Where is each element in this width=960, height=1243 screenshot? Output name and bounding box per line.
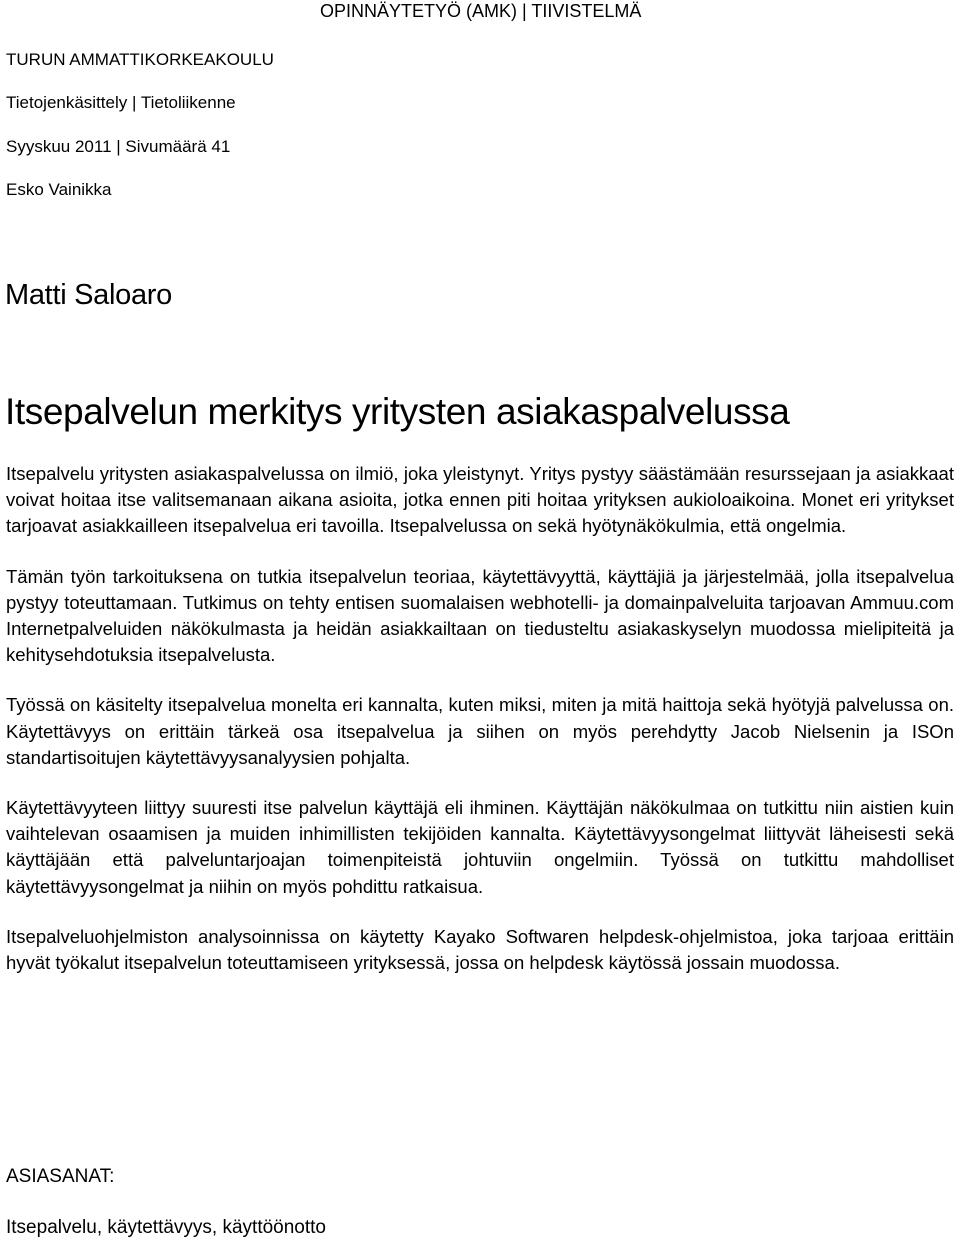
institution: TURUN AMMATTIKORKEAKOULU [6,50,274,69]
keywords-label: ASIASANAT: [6,1166,115,1187]
author-name: Matti Saloaro [5,279,172,311]
keywords-values: Itsepalvelu, käytettävyys, käyttöönotto [6,1217,327,1238]
date-and-page-count: Syyskuu 2011 | Sivumäärä 41 [6,137,231,156]
abstract [6,461,954,1000]
abstract-paragraph: Käytettävyyteen liittyy suuresti itse palvelun käyttäjä eli ihminen. Käyttäjän näkökulmaa on tutkittu niin aistien kuin vaihtelevan osaamisen ja muiden inhimillisten tekijöiden kannalta. Käytettävyysongelmat liittyvät läheisesti sekä käyttäjään että palveluntarjoajan toimenpiteistä johtuviin ongelmiin. Työssä on tutkittu mahdolliset käytettävyysongelmat ja niihin on myös pohdittu ratkaisua. [6,797,954,897]
supervisor: Esko Vainikka [6,180,112,199]
abstract-paragraph: Työssä on käsitelty itsepalvelua monelta eri kannalta, kuten miksi, miten ja mitä haittoja sekä hyötyjä palvelussa on. Käytettävyys on erittäin tärkeä osa itsepalvelua ja siihen on myös perehdytty Jacob Nielsenin ja ISOn standartisoitujen käytettävyysanalyysien pohjalta. [6,694,954,768]
document-type-header: OPINNÄYTETYÖ (AMK) | TIIVISTELMÄ [320,1,642,21]
abstract-paragraph: Tämän työn tarkoituksena on tutkia itsepalvelun teoriaa, käytettävyyttä, käyttäjiä ja järjestelmää, jolla itsepalvelua pystyy toteuttamaan. Tutkimus on tehty entisen suomalaisen webhotelli- ja domainpalveluita tarjoavan Ammuu.com Internetpalveluiden näkökulmasta ja heidän asiakkailtaan on tiedusteltu asiakaskyselyn muodossa mielipiteitä ja kehitysehdotuksia itsepalvelusta. [6,565,954,666]
thesis-title: Itsepalvelun merkitys yritysten asiakaspalvelussa [5,391,790,432]
abstract-paragraph: Itsepalvelu yritysten asiakaspalvelussa on ilmiö, joka yleistynyt. Yritys pystyy säästämään resurssejaan ja asiakkaat voivat hoitaa itse valitsemanaan aikana asioita, jotka ennen piti hoitaa yrityksen aukioloaikoina. Monet eri yritykset tarjoavat asiakkailleen itsepalvelua eri tavoilla. Itsepalvelussa on sekä hyötynäkökulmia, että ongelmia. [6,463,954,537]
abstract-paragraph: Itsepalveluohjelmiston analysoinnissa on käytetty Kayako Softwaren helpdesk-ohjelmistoa, joka tarjoaa erittäin hyvät työkalut itsepalvelun toteuttamiseen yrityksessä, jossa on helpdesk käytössä jossain muodossa. [6,925,954,974]
degree-programme: Tietojenkäsittely | Tietoliikenne [6,93,236,112]
